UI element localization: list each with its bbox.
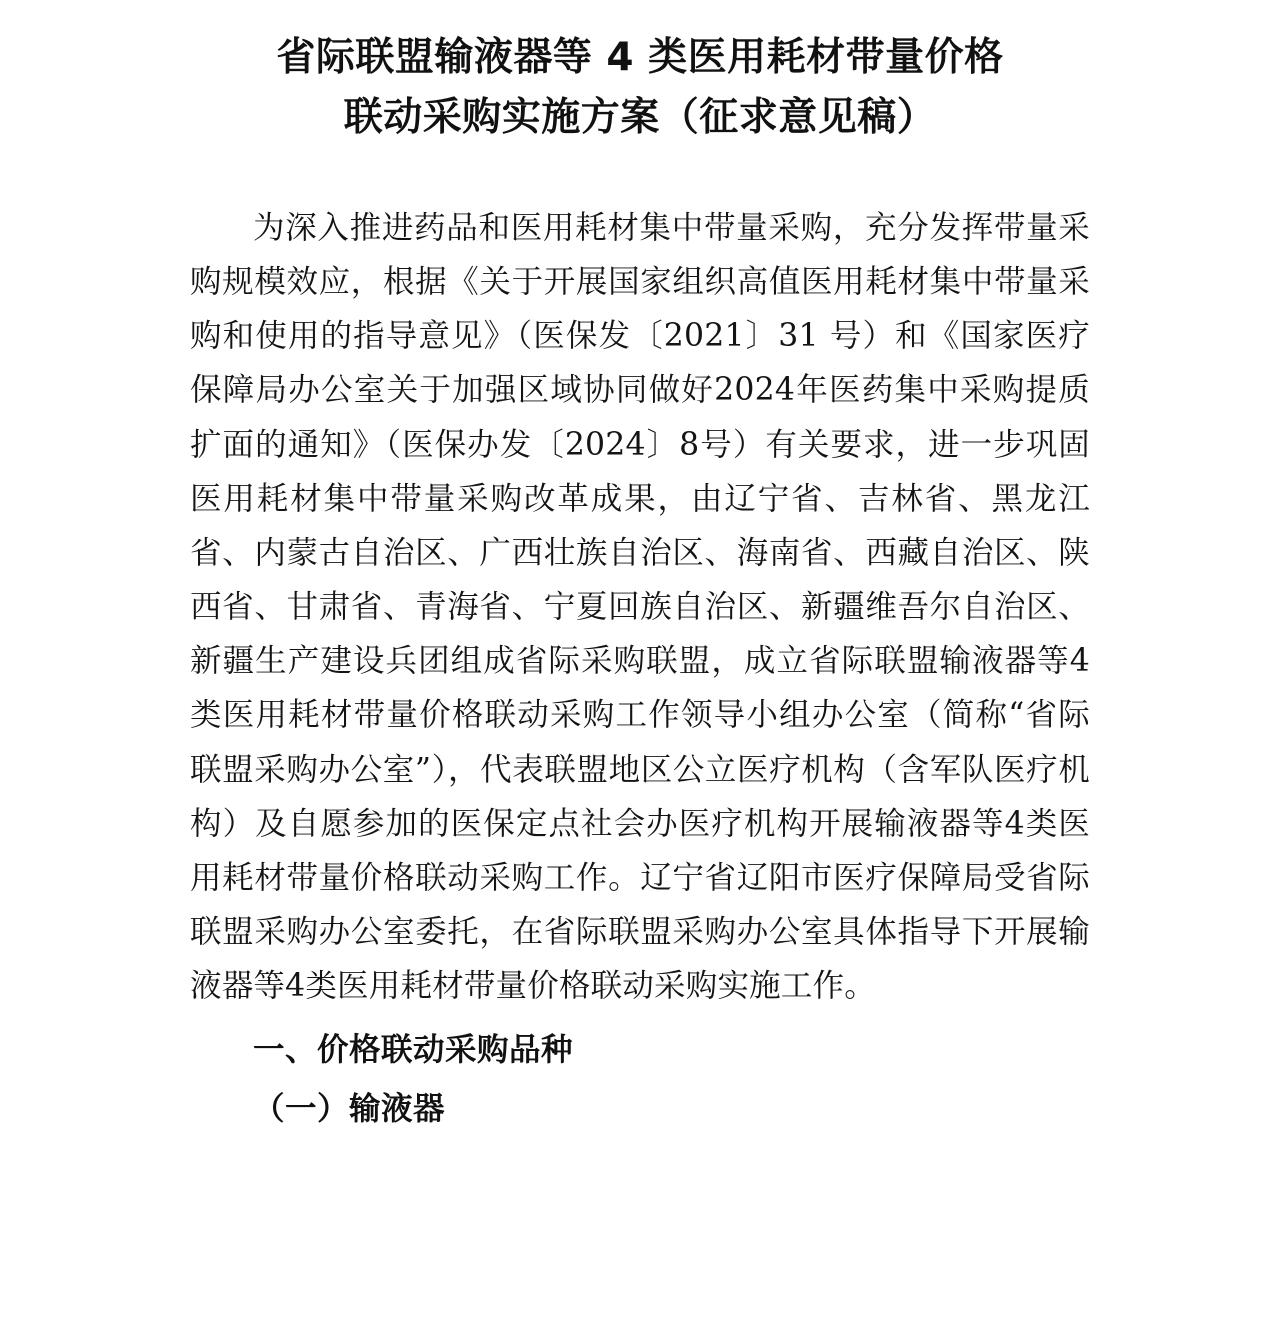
page-title: [190, 28, 1090, 149]
page-title-line-1: 省际联盟输液器等 4 类医用耗材带量价格: [276, 35, 1004, 80]
section-heading-1: 一、价格联动采购品种: [253, 1032, 574, 1069]
document-body: [190, 201, 1090, 1136]
sub-heading-1: （一）输液器: [253, 1090, 446, 1127]
page-title-line-2: 联动采购实施方案（征求意见稿）: [343, 95, 937, 141]
body-paragraph-1: 为深入推进药品和医用耗材集中带量采购，充分发挥带量采购规模效应，根据《关于开展国家组织高值医用耗材集中带量采购和使用的指导意见》（医保发〔2021〕31 号）和《国家医疗保障局办公室关于加强区域协同做好2024年医药集中采购提质扩面的通知》（医保办发〔2024〕8号）有关要求，进一步巩固医用耗材集中带量采购改革成果，由辽宁省、吉林省、黑龙江省、内蒙古自治区、广西壮族自治区、海南省、西藏自治区、陕西省、甘肃省、青海省、宁夏回族自治区、新疆维吾尔自治区、新疆生产建设兵团组成省际采购联盟，成立省际联盟输液器等4类医用耗材带量价格联动采购工作领导小组办公室（简称“省际联盟采购办公室”），代表联盟地区公立医疗机构（含军队医疗机构）及自愿参加的医保定点社会办医疗机构开展输液器等4类医用耗材带量价格联动采购工作。辽宁省辽阳市医疗保障局受省际联盟采购办公室委托，在省际联盟采购办公室具体指导下开展输液器等4类医用耗材带量价格联动采购实施工作。: [190, 209, 1090, 1005]
